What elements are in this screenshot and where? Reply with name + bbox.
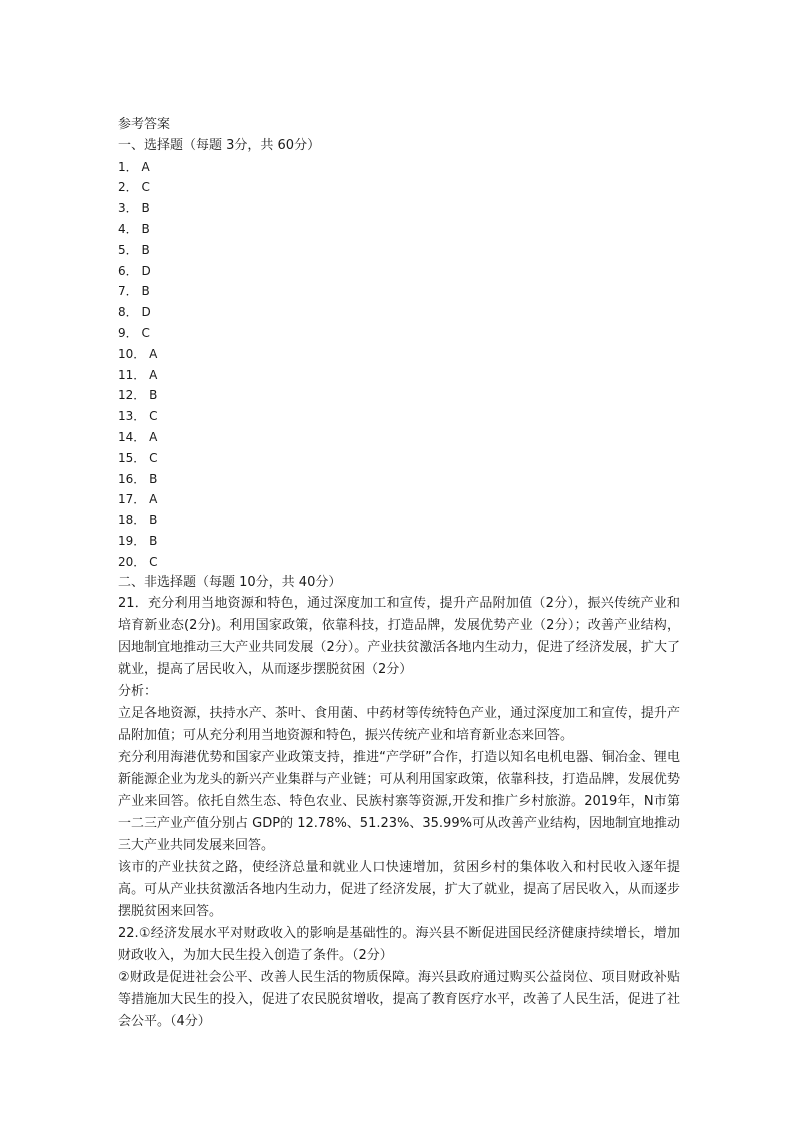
document-title: 参考答案 (118, 117, 171, 132)
analysis-paragraph-1: 立足各地资源，扶持水产、茶叶、食用菌、中药材等传统特色产业，通过深度加工和宣传，提升产品附加值；可从充分利用当地资源和特色，振兴传统产业和培育新业态来回答。 (118, 706, 680, 744)
choice-answer-list (118, 157, 680, 573)
analysis-paragraph-3: 该市的产业扶贫之路，使经济总量和就业人口快速增加，贫困乡村的集体收入和村民收入逐年提高。可从产业扶贫激活各地内生动力，促进了经济发展，扩大了就业，提高了居民收入，从而逐步摆脱贫困来回答。 (118, 860, 680, 920)
answer-item: 5． B (118, 242, 150, 257)
q21-answer: 21．充分利用当地资源和特色，通过深度加工和宣传，提升产品附加值（2分），振兴传统产业和培育新业态(2分)。利用国家政策，依靠科技，打造品牌，发展优势产业（2分）；改善产业结构，因地制宜地推动三大产业共同发展（2分）。产业扶贫激活各地内生动力，促进了经济发展，扩大了就业，提高了居民收入，从而逐步摆脱贫困（2分） (118, 596, 680, 678)
answer-item: 12． B (118, 388, 158, 403)
answer-item: 11． A (118, 367, 158, 382)
answer-item: 15． C (118, 450, 158, 465)
answer-item: 9． C (118, 325, 150, 340)
section-nonchoice-heading: 二、非选择题（每题 10分，共 40分） (118, 574, 342, 590)
answer-item: 4． B (118, 221, 150, 236)
analysis-label: 分析： (118, 684, 158, 700)
answer-item: 2． C (118, 180, 150, 195)
section-choice-heading: 一、选择题（每题 3分，共 60分） (118, 137, 321, 153)
answer-item: 13． C (118, 409, 158, 424)
answer-item: 19． B (118, 533, 158, 548)
answer-item: 6． D (118, 263, 151, 278)
answer-item: 10． A (118, 346, 158, 361)
answer-item: 20． C (118, 554, 158, 569)
answer-item: 3． B (118, 201, 150, 216)
analysis-paragraph-2: 充分利用海港优势和国家产业政策支持，推进“产学研”合作，打造以知名电机电器、铜冶金、锂电新能源企业为龙头的新兴产业集群与产业链；可从利用国家政策，依靠科技，打造品牌，发展优势产业来回答。依托自然生态、特色农业、民族村寨等资源,开发和推广乡村旅游。2019年，N市第一二三产业产值分别占 GDP的 12.78%、51.23%、35.99%可从改善产业结构，因地制宜地推动三大产业共同发展来回答。 (118, 750, 680, 854)
answer-document (118, 115, 680, 1033)
q22-answer-part-2: ②财政是促进社会公平、改善人民生活的物质保障。海兴县政府通过购买公益岗位、项目财政补贴等措施加大民生的投入，促进了农民脱贫增收，提高了教育医疗水平，改善了人民生活，促进了社会公平。（4分） (118, 970, 680, 1030)
answer-item: 16． B (118, 471, 158, 486)
answer-item: 18． B (118, 513, 158, 528)
q22-answer-part-1: 22.①经济发展水平对财政收入的影响是基础性的。海兴县不断促进国民经济健康持续增长，增加财政收入，为加大民生投入创造了条件。（2分） (118, 926, 680, 964)
answer-item: 1． A (118, 159, 150, 174)
answer-item: 7． B (118, 284, 150, 299)
answer-item: 14． A (118, 429, 158, 444)
answer-item: 8． D (118, 305, 151, 320)
answer-item: 17． A (118, 492, 158, 507)
